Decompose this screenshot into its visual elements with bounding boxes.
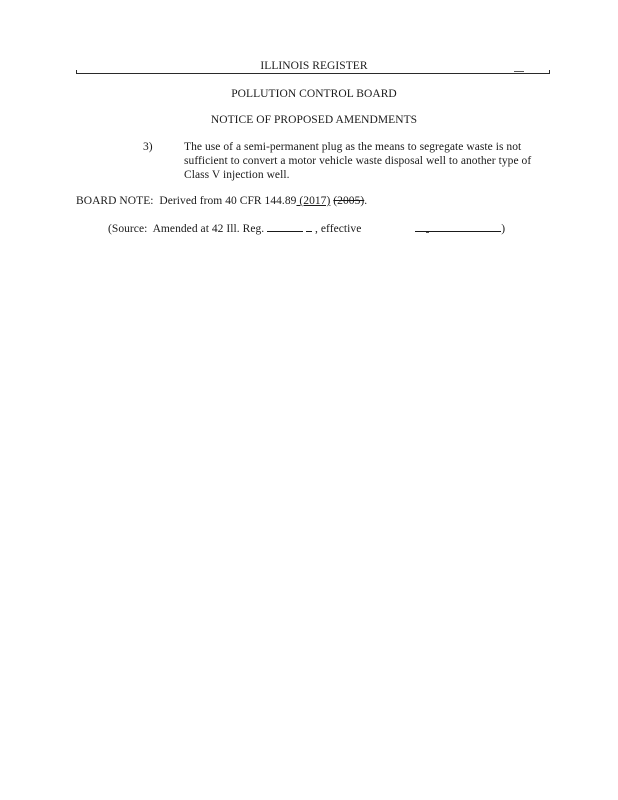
header-rule-right-tick — [549, 70, 550, 74]
register-header-title: ILLINOIS REGISTER — [260, 60, 368, 72]
item-number: 3) — [143, 141, 153, 153]
source-effective-blank — [415, 220, 501, 232]
board-title: POLLUTION CONTROL BOARD — [231, 88, 397, 100]
source-reg-blank-tail — [306, 220, 312, 232]
notice-title: NOTICE OF PROPOSED AMENDMENTS — [210, 114, 418, 126]
source-close: ) — [501, 223, 506, 235]
board-note-old-year: (2005) — [333, 195, 365, 207]
scan-speck — [514, 71, 524, 72]
source-reg-blank — [267, 220, 303, 232]
header-rule — [76, 73, 550, 74]
item-line-1: The use of a semi-permanent plug as the means to segregate waste is not — [184, 141, 522, 153]
board-note-new-year: (2017) — [296, 195, 331, 207]
source-effective: , effective — [315, 223, 362, 235]
item-line-3: Class V injection well. — [184, 169, 290, 181]
source-amended: Amended at 42 Ill. Reg. — [152, 223, 265, 235]
scan-speck — [426, 232, 429, 233]
board-note-text: Derived from 40 CFR 144.89 — [159, 195, 297, 207]
item-line-2: sufficient to convert a motor vehicle waste disposal well to another type of — [184, 155, 532, 167]
board-note-label: BOARD NOTE: — [76, 195, 154, 207]
board-note-end: . — [364, 195, 368, 207]
source-line — [108, 220, 505, 236]
board-note — [76, 194, 367, 208]
header-rule-left-tick — [76, 70, 77, 74]
source-open: (Source: — [108, 223, 148, 235]
